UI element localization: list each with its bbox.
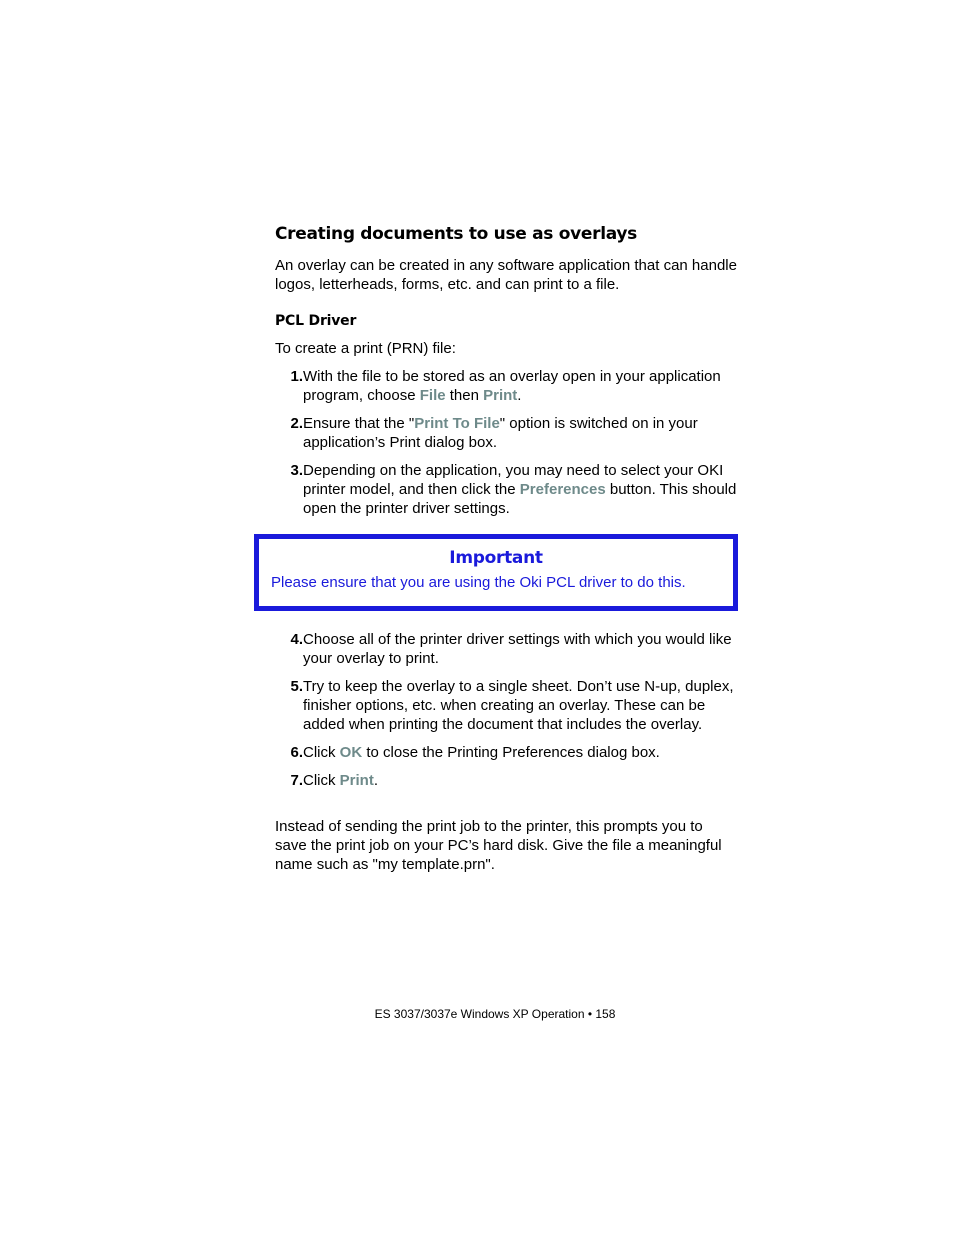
ok-term: OK (339, 744, 363, 761)
step-number: 7. (290, 772, 303, 789)
step-number: 6. (290, 744, 303, 761)
lead-text: To create a print (PRN) file: (275, 340, 456, 357)
step-text: Ensure that the "Print To File" option is switched on in your application’s Print dialog box. (303, 415, 698, 451)
main-content (275, 223, 737, 518)
important-title: Important (449, 548, 543, 568)
step-text: Choose all of the printer driver settings with which you would like your overlay to print. (303, 631, 732, 667)
steps-list-part1 (275, 367, 737, 518)
step-number: 5. (290, 678, 303, 695)
step-text: Click Print. (303, 772, 379, 789)
print-command-term: Print (483, 387, 518, 404)
list-item (275, 677, 737, 734)
step-number: 1. (290, 368, 303, 385)
list-item (275, 367, 737, 405)
step-text: Try to keep the overlay to a single sheet. Don’t use N-up, duplex, finisher options, etc. when creating an overlay. These can be added when printing the document that includes the overlay. (303, 678, 734, 733)
important-text: Please ensure that you are using the Oki PCL driver to do this. (271, 574, 686, 591)
list-item (275, 771, 737, 790)
important-callout (254, 534, 738, 611)
outro-paragraph: Instead of sending the print job to the printer, this prompts you to save the print job on your PC’s hard disk. Give the file a meaningful name such as "my template.prn". (275, 818, 722, 873)
list-item (275, 461, 737, 518)
preferences-term: Preferences (519, 481, 606, 498)
list-item (275, 743, 737, 762)
step-number: 3. (290, 462, 303, 479)
subsection-title: PCL Driver (275, 313, 357, 329)
print-to-file-term: Print To File (414, 415, 500, 432)
step-number: 4. (290, 631, 303, 648)
section-title: Creating documents to use as overlays (275, 224, 637, 244)
steps-list-part2 (275, 630, 737, 790)
print-term: Print (339, 772, 374, 789)
list-item (275, 630, 737, 668)
file-menu-term: File (419, 387, 446, 404)
list-item (275, 414, 737, 452)
step-text: Click OK to close the Printing Preferences dialog box. (303, 744, 660, 761)
step-number: 2. (290, 415, 303, 432)
page-footer: ES 3037/3037e Windows XP Operation • 158 (374, 1007, 616, 1021)
intro-paragraph: An overlay can be created in any software application that can handle logos, letterheads, forms, etc. and can print to a file. (275, 257, 737, 293)
step-text: With the file to be stored as an overlay open in your application program, choose File then Print. (303, 368, 721, 404)
step-text: Depending on the application, you may need to select your OKI printer model, and then click the Preferences button. This should open the printer driver settings. (303, 462, 737, 517)
